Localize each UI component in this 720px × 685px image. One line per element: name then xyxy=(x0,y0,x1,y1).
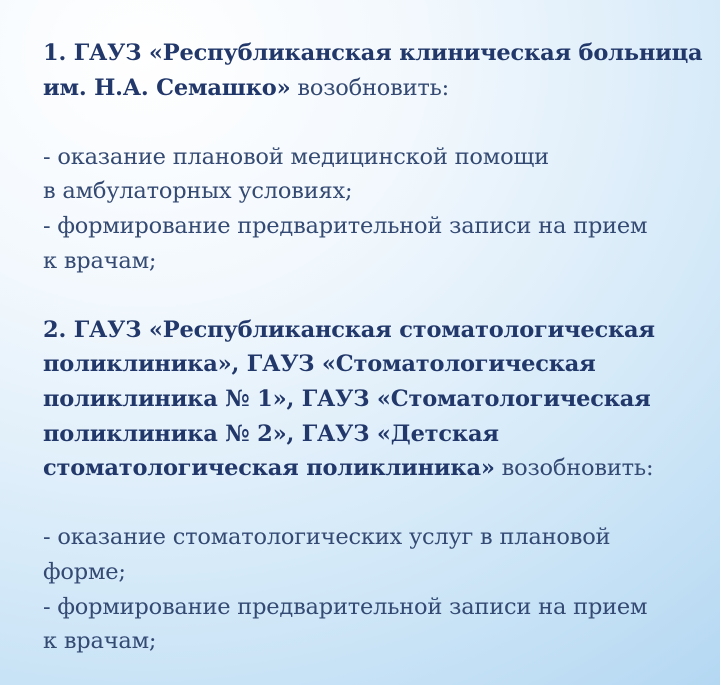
section-2-heading xyxy=(43,313,703,486)
section-2-item-2-line-1: - формирование предварительной записи на прием xyxy=(43,593,648,620)
section-1-heading-line-2: им. Н.А. Семашко» xyxy=(43,74,291,101)
section-1-item-2-line-1: - формирование предварительной записи на прием xyxy=(43,212,648,239)
section-2-list xyxy=(43,520,703,658)
spacer xyxy=(43,278,703,313)
section-1-list xyxy=(43,140,703,278)
section-2-item-1-line-2: форме; xyxy=(43,558,126,585)
section-1-heading-line-1: 1. ГАУЗ «Республиканская клиническая больница xyxy=(43,40,703,66)
section-2-heading-line-4: поликлиника № 2», ГАУЗ «Детская xyxy=(43,420,499,447)
document-body xyxy=(43,36,703,659)
section-2-heading-line-3: поликлиника № 1», ГАУЗ «Стоматологическая xyxy=(43,385,651,412)
section-1-heading-suffix: возобновить: xyxy=(290,74,450,101)
section-2-heading-line-1: 2. ГАУЗ «Республиканская стоматологическая xyxy=(43,316,655,343)
section-2-heading-line-5: стоматологическая поликлиника» xyxy=(43,455,495,482)
section-2-item-1-line-1: - оказание стоматологических услуг в плановой xyxy=(43,524,611,551)
section-1-heading xyxy=(43,36,703,105)
section-2-heading-suffix: возобновить: xyxy=(494,455,654,482)
section-1-item-2-line-2: к врачам; xyxy=(43,247,157,274)
spacer xyxy=(43,105,703,140)
section-1-item-1-line-1: - оказание плановой медицинской помощи xyxy=(43,143,549,170)
section-2-item-2-line-2: к врачам; xyxy=(43,628,157,655)
spacer xyxy=(43,486,703,521)
section-2-heading-line-2: поликлиника», ГАУЗ «Стоматологическая xyxy=(43,351,596,378)
section-1-item-1-line-2: в амбулаторных условиях; xyxy=(43,178,353,205)
